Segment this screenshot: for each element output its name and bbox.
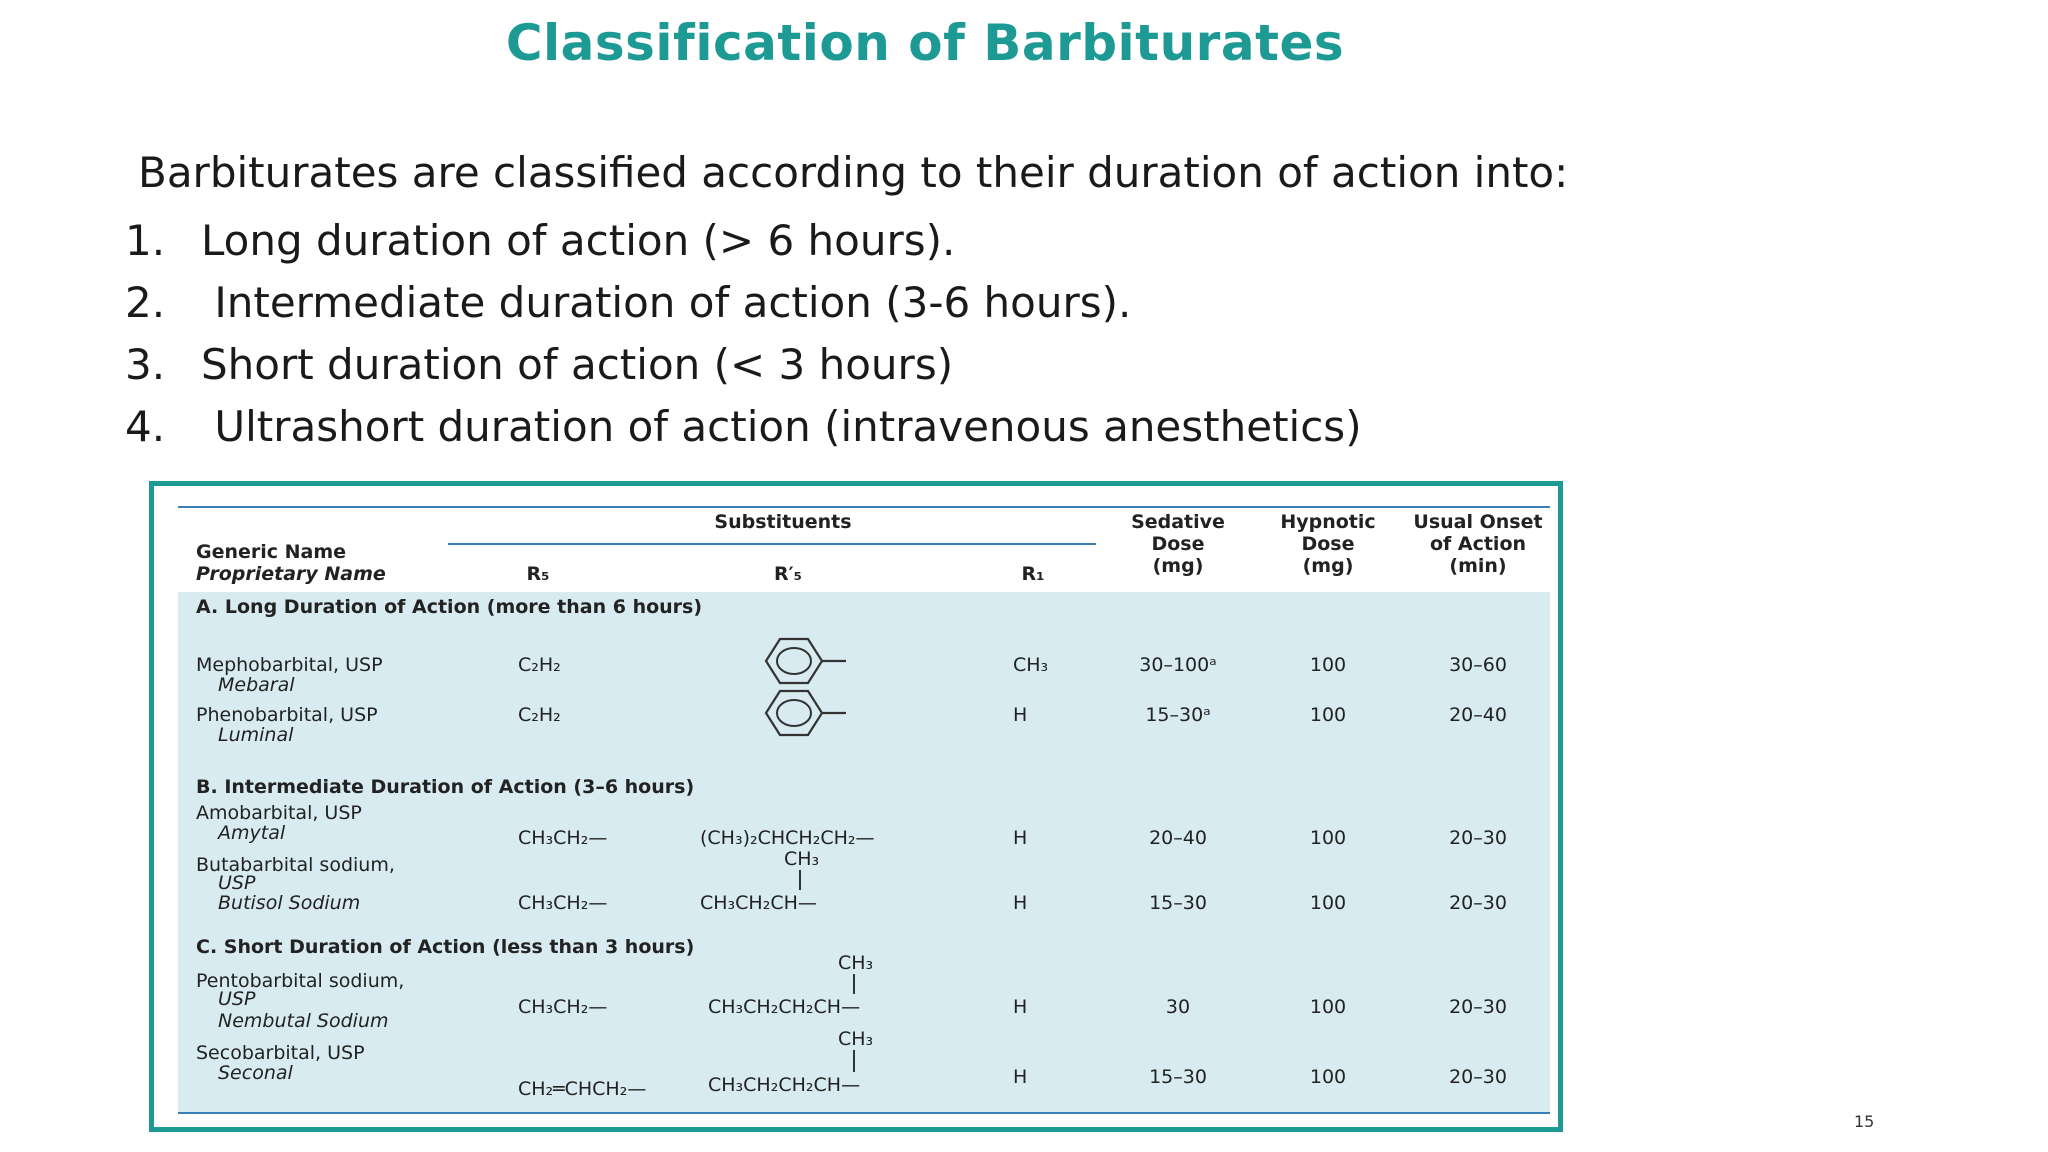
list-number: 4. xyxy=(125,402,166,451)
header-r5-prime: R′₅ xyxy=(774,563,802,585)
row-sedative-dose: 15–30 xyxy=(1149,892,1207,914)
row-generic-name: Secobarbital, USP xyxy=(196,1042,365,1064)
row-hypnotic-dose: 100 xyxy=(1309,996,1347,1018)
barbiturates-table xyxy=(178,506,1550,1114)
row-generic-name-cont: USP xyxy=(218,988,256,1010)
bond-line xyxy=(799,870,801,890)
section-b-label: B. Intermediate Duration of Action (3–6 hours) xyxy=(196,776,695,798)
row-r1: H xyxy=(1013,704,1028,726)
row-hypnotic-dose: 100 xyxy=(1309,1066,1347,1088)
row-sedative-dose: 15–30 xyxy=(1149,1066,1207,1088)
row-onset: 30–60 xyxy=(1449,654,1507,676)
list-text: Long duration of action (> 6 hours). xyxy=(201,216,956,265)
row-hypnotic-dose: 100 xyxy=(1309,827,1347,849)
intro-text: Barbiturates are classified according to their duration of action into: xyxy=(138,148,1569,197)
row-r5-prime: CH₃CH₂CH₂CH— xyxy=(708,1074,861,1096)
row-hypnotic-dose: 100 xyxy=(1309,654,1347,676)
table-figure xyxy=(149,481,1563,1132)
slide-title: Classification of Barbiturates xyxy=(505,14,1345,72)
duration-list xyxy=(125,210,1362,458)
list-item xyxy=(125,396,1362,458)
table-header xyxy=(178,506,1550,596)
row-onset: 20–30 xyxy=(1449,1066,1507,1088)
row-r5-prime-branch: CH₃ xyxy=(838,1028,874,1050)
header-hypnotic-3: (mg) xyxy=(1302,555,1354,577)
list-number: 3. xyxy=(125,340,166,389)
list-item xyxy=(125,334,1362,396)
row-sedative-dose: 20–40 xyxy=(1149,827,1207,849)
list-number: 1. xyxy=(125,216,166,265)
row-generic-name-cont: USP xyxy=(218,872,256,894)
row-sedative-dose: 30 xyxy=(1165,996,1191,1018)
header-onset-2: of Action xyxy=(1429,533,1527,555)
row-r5: CH₃CH₂— xyxy=(518,996,608,1018)
table-body xyxy=(178,592,1550,1114)
section-c-label: C. Short Duration of Action (less than 3 hours) xyxy=(196,936,695,958)
row-hypnotic-dose: 100 xyxy=(1309,704,1347,726)
row-r1: H xyxy=(1013,1066,1028,1088)
row-r1: H xyxy=(1013,892,1028,914)
phenyl-ring-icon xyxy=(756,682,856,744)
list-text: Short duration of action (< 3 hours) xyxy=(201,340,954,389)
row-proprietary-name: Seconal xyxy=(218,1062,293,1084)
header-hypnotic-2: Dose xyxy=(1301,533,1355,555)
row-generic-name: Phenobarbital, USP xyxy=(196,704,378,726)
row-onset: 20–30 xyxy=(1449,996,1507,1018)
header-onset-1: Usual Onset xyxy=(1413,511,1543,533)
header-onset-3: (min) xyxy=(1449,555,1507,577)
header-sedative-2: Dose xyxy=(1151,533,1205,555)
row-r5: CH₃CH₂— xyxy=(518,892,608,914)
row-r5: CH₃CH₂— xyxy=(518,827,608,849)
row-sedative-dose: 30–100ᵃ xyxy=(1139,654,1217,676)
row-sedative-dose: 15–30ᵃ xyxy=(1145,704,1211,726)
list-number: 2. xyxy=(125,278,166,327)
row-hypnotic-dose: 100 xyxy=(1309,892,1347,914)
header-hypnotic-1: Hypnotic xyxy=(1280,511,1376,533)
row-r1: H xyxy=(1013,996,1028,1018)
row-proprietary-name: Nembutal Sodium xyxy=(218,1010,389,1032)
row-r5-prime-branch: CH₃ xyxy=(838,952,874,974)
row-onset: 20–30 xyxy=(1449,892,1507,914)
header-r5: R₅ xyxy=(526,563,550,585)
row-r5: C₂H₂ xyxy=(518,704,561,726)
row-generic-name: Amobarbital, USP xyxy=(196,802,362,824)
row-onset: 20–30 xyxy=(1449,827,1507,849)
row-r5-prime-branch: CH₃ xyxy=(784,848,820,870)
row-onset: 20–40 xyxy=(1449,704,1507,726)
row-r5-prime: CH₃CH₂CH— xyxy=(700,892,817,914)
header-proprietary-name: Proprietary Name xyxy=(196,563,386,585)
row-generic-name: Butabarbital sodium, xyxy=(196,854,395,876)
row-generic-name: Pentobarbital sodium, xyxy=(196,970,405,992)
list-text: Ultrashort duration of action (intravenous anesthetics) xyxy=(201,402,1362,451)
bond-line xyxy=(853,1050,855,1072)
section-a-label: A. Long Duration of Action (more than 6 hours) xyxy=(196,596,703,618)
row-r5: CH₂═CHCH₂— xyxy=(518,1078,647,1100)
row-proprietary-name: Luminal xyxy=(218,724,294,746)
row-proprietary-name: Amytal xyxy=(218,822,286,844)
list-item xyxy=(125,272,1362,334)
row-r5-prime: (CH₃)₂CHCH₂CH₂— xyxy=(700,827,875,849)
row-generic-name xyxy=(196,654,383,676)
list-text: Intermediate duration of action (3-6 hours). xyxy=(201,278,1132,327)
row-r5-prime: CH₃CH₂CH₂CH— xyxy=(708,996,861,1018)
row-r1: CH₃ xyxy=(1013,654,1049,676)
bond-line xyxy=(853,974,855,994)
page-number: 15 xyxy=(1854,1112,1875,1131)
generic-name-text: Mephobarbital, USP xyxy=(196,654,383,676)
row-r1: H xyxy=(1013,827,1028,849)
header-substituents: Substituents xyxy=(714,511,852,533)
substituents-rule xyxy=(448,543,1096,545)
header-generic-name: Generic Name xyxy=(196,541,347,563)
list-item xyxy=(125,210,1362,272)
header-sedative-1: Sedative xyxy=(1131,511,1225,533)
row-r5: C₂H₂ xyxy=(518,654,561,676)
header-sedative-3: (mg) xyxy=(1152,555,1204,577)
header-r1: R₁ xyxy=(1021,563,1045,585)
row-proprietary-name: Butisol Sodium xyxy=(218,892,361,914)
row-proprietary-name: Mebaral xyxy=(218,674,295,696)
